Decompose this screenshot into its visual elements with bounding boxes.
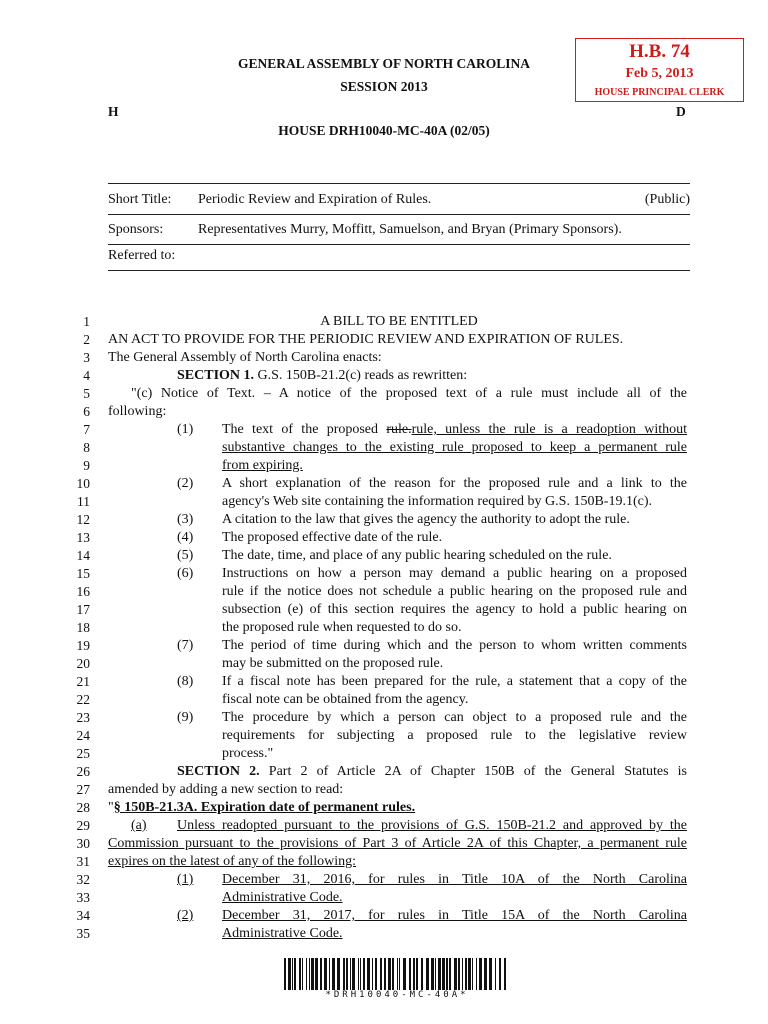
line-number: 2 — [83, 332, 90, 347]
section-1-text: G.S. 150B-21.2(c) reads as rewritten: — [254, 368, 468, 383]
line-number: 11 — [77, 494, 90, 509]
line-8-inserted: substantive changes to the existing rule proposed to keep a permanent rule — [222, 440, 687, 455]
line-number: 15 — [76, 566, 90, 581]
line-number: 24 — [76, 728, 90, 743]
subsection-a-label — [131, 818, 147, 834]
body-line-25: process." — [222, 746, 274, 761]
act-title: AN ACT TO PROVIDE FOR THE PERIODIC REVIEW AND EXPIRATION OF RULES. — [108, 332, 624, 347]
new-section-heading — [108, 800, 415, 816]
short-title-type: (Public) — [644, 192, 690, 207]
item-4-number: (4) — [177, 530, 194, 545]
new-item-2-number — [177, 908, 193, 924]
new-item-1: (1) — [177, 872, 194, 887]
draft-id: HOUSE DRH10040-MC-40A (02/05) — [278, 123, 490, 138]
line-number: 26 — [76, 764, 90, 779]
line-number: 33 — [76, 890, 90, 905]
line-number: 6 — [83, 404, 90, 419]
short-title: Periodic Review and Expiration of Rules. — [198, 192, 432, 207]
section-2 — [177, 764, 687, 780]
body-line-10: A short explanation of the reason for the proposed rule and a link to the — [222, 476, 687, 491]
body-line-13: The proposed effective date of the rule. — [222, 530, 443, 545]
item-8-number: (8) — [177, 674, 194, 689]
stamp-office: HOUSE PRINCIPAL CLERK — [594, 87, 725, 98]
sponsors: Representatives Murry, Moffitt, Samuelson, and Bryan (Primary Sponsors). — [198, 222, 622, 237]
line-number: 21 — [76, 674, 90, 689]
line-number: 32 — [76, 872, 90, 887]
body-line-24: requirements for subjecting a proposed rule to the legislative review — [222, 728, 687, 743]
subsection-a: (a) — [131, 818, 147, 833]
section-2-label: SECTION 2. — [177, 764, 260, 779]
line-number: 22 — [76, 692, 90, 707]
body-line-12: A citation to the law that gives the agency the authority to adopt the rule. — [222, 512, 630, 527]
body-line-21: If a fiscal note has been prepared for the rule, a statement that a copy of the — [222, 674, 687, 689]
item-9-number: (9) — [177, 710, 194, 725]
body-line-23: The procedure by which a person can object to a proposed rule and the — [222, 710, 687, 725]
body-line-7 — [222, 422, 687, 438]
opening-quote: " — [108, 800, 114, 815]
line-number: 27 — [76, 782, 90, 797]
new-item-1-number — [177, 872, 193, 888]
line-number: 30 — [76, 836, 90, 851]
line-number: 19 — [76, 638, 90, 653]
divider — [108, 183, 690, 184]
body-line-11: agency's Web site containing the information required by G.S. 150B-19.1(c). — [222, 494, 652, 509]
body-line-32 — [222, 872, 687, 888]
short-title-row — [108, 192, 690, 210]
item-7-number: (7) — [177, 638, 194, 653]
stamp-date: Feb 5, 2013 — [625, 66, 694, 81]
body-line-18: the proposed rule when requested to do so. — [222, 620, 462, 635]
body-line-17: subsection (e) of this section requires the agency to hold a public hearing on — [222, 602, 687, 617]
line-number: 4 — [83, 368, 90, 383]
body-line-16: rule if the notice does not schedule a public hearing on the proposed rule and — [222, 584, 687, 599]
body-line-27: amended by adding a new section to read: — [108, 782, 344, 797]
line-number: 5 — [83, 386, 90, 401]
line-29-inserted: Unless readopted pursuant to the provisions of G.S. 150B-21.2 and approved by the — [177, 818, 687, 833]
line-number: 10 — [76, 476, 90, 491]
bill-heading: A BILL TO BE ENTITLED — [320, 314, 478, 329]
divider — [108, 214, 690, 215]
session-title: SESSION 2013 — [340, 79, 428, 94]
line-number: 34 — [76, 908, 90, 923]
short-title-label: Short Title: — [108, 192, 172, 207]
line-9-inserted: from expiring. — [222, 458, 303, 473]
item-1-number: (1) — [177, 422, 194, 437]
item-2-number: (2) — [177, 476, 194, 491]
line-34-inserted: December 31, 2017, for rules in Title 15A of the North Carolina — [222, 908, 687, 923]
body-line-31 — [108, 854, 356, 870]
line-number: 16 — [76, 584, 90, 599]
assembly-title: GENERAL ASSEMBLY OF NORTH CAROLINA — [237, 56, 531, 71]
body-line-9 — [222, 458, 303, 474]
line-number: 14 — [76, 548, 90, 563]
body-line-19: The period of time during which and the person to whom written comments — [222, 638, 687, 653]
line-35-inserted: Administrative Code. — [222, 926, 343, 941]
body-line-8 — [222, 440, 687, 456]
line-7-deleted: rule. — [386, 422, 412, 437]
line-number: 28 — [76, 800, 90, 815]
body-line-35 — [222, 926, 343, 942]
section-2-text: Part 2 of Article 2A of Chapter 150B of the General Statutes is — [259, 764, 687, 779]
item-6-number: (6) — [177, 566, 194, 581]
body-line-22: fiscal note can be obtained from the agency. — [222, 692, 469, 707]
line-number: 20 — [76, 656, 90, 671]
barcode-label: *DRH10040-MC-40A* — [282, 990, 512, 1000]
body-line-15: Instructions on how a person may demand a public hearing on a proposed — [222, 566, 687, 581]
line-31-inserted: expires on the latest of any of the following: — [108, 854, 357, 869]
line-number: 29 — [76, 818, 90, 833]
body-line-33 — [222, 890, 343, 906]
item-3-number: (3) — [177, 512, 194, 527]
line-number: 18 — [76, 620, 90, 635]
line-number: 12 — [76, 512, 90, 527]
body-line-30 — [108, 836, 687, 852]
sponsors-label: Sponsors: — [108, 222, 164, 237]
line-number: 23 — [76, 710, 90, 725]
body-line-34 — [222, 908, 687, 924]
enacting-clause: The General Assembly of North Carolina enacts: — [108, 350, 382, 365]
stamp-bill-number: H.B. 74 — [629, 41, 690, 62]
chamber-letter-left: H — [108, 104, 119, 119]
section-1 — [177, 368, 467, 384]
line-number: 7 — [83, 422, 90, 437]
chamber-letter-right: D — [676, 104, 686, 119]
divider — [108, 270, 690, 271]
body-line-14: The date, time, and place of any public hearing scheduled on the rule. — [222, 548, 612, 563]
line-number: 35 — [76, 926, 90, 941]
sponsors-row — [108, 222, 690, 240]
line-30-inserted: Commission pursuant to the provisions of Part 3 of Article 2A of this Chapter, a permanent rule — [108, 836, 687, 851]
section-1-label: SECTION 1. — [177, 368, 255, 383]
line-number: 17 — [76, 602, 90, 617]
divider — [108, 244, 690, 245]
body-line-29 — [177, 818, 687, 834]
body-line-5: "(c) Notice of Text. – A notice of the proposed text of a rule must include all of the — [131, 386, 687, 401]
line-33-inserted: Administrative Code. — [222, 890, 343, 905]
line-7-inserted: rule, unless the rule is a readoption without — [411, 422, 687, 437]
body-line-6: following: — [108, 404, 167, 419]
line-number: 9 — [83, 458, 90, 473]
new-section-title: § 150B-21.3A. Expiration date of permanent rules. — [113, 800, 416, 815]
line-number: 31 — [76, 854, 90, 869]
line-number: 25 — [76, 746, 90, 761]
new-item-2: (2) — [177, 908, 194, 923]
line-number: 1 — [83, 314, 90, 329]
referred-row — [108, 248, 690, 266]
body-line-20: may be submitted on the proposed rule. — [222, 656, 444, 671]
line-number: 3 — [83, 350, 90, 365]
referred-label: Referred to: — [108, 248, 176, 263]
item-5-number: (5) — [177, 548, 194, 563]
line-32-inserted: December 31, 2016, for rules in Title 10A of the North Carolina — [222, 872, 687, 887]
line-number: 8 — [83, 440, 90, 455]
line-number: 13 — [76, 530, 90, 545]
line-7-text: The text of the proposed — [222, 422, 387, 437]
